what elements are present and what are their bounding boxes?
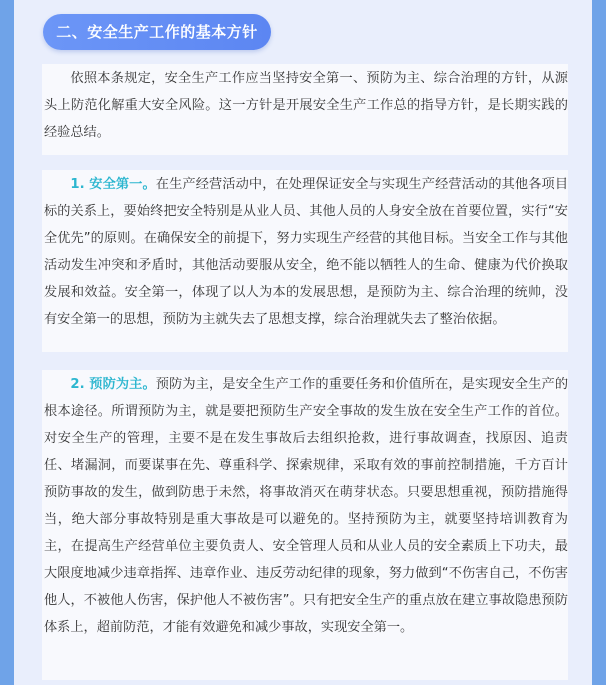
safety-first-text: 在生产经营活动中，在处理保证安全与实现生产经营活动的其他各项目标的关系上，要始终把安全特别是从业人员、其他人员的人身安全放在首要位置，实行“安全优先”的原则。在确保安全的前提下，努力实现生产经营的其他目标。当安全工作与其他活动发生冲突和矛盾时，其他活动要服从安全，绝不能以牺牲人的生命、健康为代价换取发展和效益。安全第一，体现了以人为本的发展思想，是预防为主、综合治理的统帅，没有安全第一的思想，预防为主就失去了思想支撑，综合治理就失去了整治依据。 — [44, 177, 569, 327]
intro-text: 依照本条规定，安全生产工作应当坚持安全第一、预防为主、综合治理的方针，从源头上防范化解重大安全风险。这一方针是开展安全生产工作总的指导方针，是长期实践的经验总结。 — [44, 71, 568, 140]
safety-first-card — [42, 170, 568, 352]
prevention-first-card — [42, 370, 568, 680]
safety-first-paragraph — [44, 171, 568, 333]
prevention-first-paragraph — [44, 371, 568, 641]
intro-paragraph-card — [42, 64, 568, 155]
safety-first-lead: 1. 安全第一。 — [70, 177, 156, 192]
prevention-first-text: 预防为主，是安全生产工作的重要任务和价值所在，是实现安全生产的根本途径。所谓预防为主，就是要把预防生产安全事故的发生放在安全生产工作的首位。对安全生产的管理，主要不是在发生事故后去组织抢救，进行事故调查，找原因、追责任、堵漏洞，而要谋事在先、尊重科学、探索规律，采取有效的事前控制措施，千方百计预防事故的发生，做到防患于未然，将事故消灭在萌芽状态。只要思想重视，预防措施得当，绝大部分事故特别是重大事故是可以避免的。坚持预防为主，就要坚持培训教育为主，在提高生产经营单位主要负责人、安全管理人员和从业人员的安全素质上下功夫，最大限度地减少违章指挥、违章作业、违反劳动纪律的现象，努力做到“不伤害自己，不伤害他人，不被他人伤害，保护他人不被伤害”。只有把安全生产的重点放在建立事故隐患预防体系上，超前防范，才能有效避免和减少事故，实现安全第一。 — [44, 377, 569, 635]
prevention-first-lead: 2. 预防为主。 — [70, 377, 156, 392]
intro-paragraph — [44, 65, 568, 146]
section-heading: 二、安全生产工作的基本方针 — [43, 14, 271, 50]
